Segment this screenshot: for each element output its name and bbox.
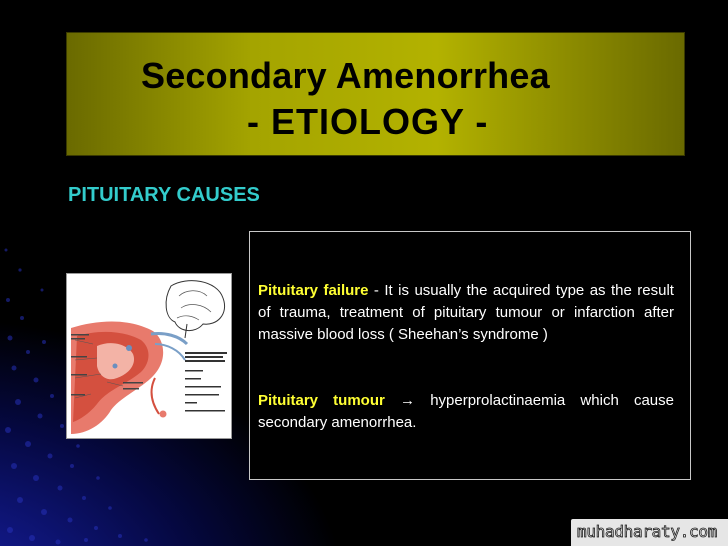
section-heading: PITUITARY CAUSES <box>68 184 260 206</box>
slide-subtitle: - ETIOLOGY - <box>247 101 489 142</box>
term-separator: - <box>368 282 385 299</box>
title-banner <box>66 32 685 156</box>
term-pituitary-tumour: Pituitary tumour <box>258 392 385 409</box>
slide-title: Secondary Amenorrhea <box>141 55 550 96</box>
pituitary-tumour-description: hyperprolactinaemia which cause secondary amenorrhea. <box>258 392 674 431</box>
paragraph-pituitary-failure <box>258 280 674 346</box>
pituitary-failure-description: It is usually the acquired type as the result of trauma, treatment of pituitary tumour or infarction after massive blood loss ( Sheehan’s syndrome ) <box>258 282 674 343</box>
pituitary-anatomy-image <box>66 273 232 439</box>
watermark <box>571 519 728 546</box>
pituitary-anatomy-diagram-icon <box>67 274 232 439</box>
content-box <box>249 231 691 480</box>
term-pituitary-failure: Pituitary failure <box>258 282 369 299</box>
watermark-text: muhadharaty.com <box>577 522 717 541</box>
paragraph-pituitary-tumour <box>258 390 674 434</box>
arrow-icon: → <box>384 392 431 409</box>
